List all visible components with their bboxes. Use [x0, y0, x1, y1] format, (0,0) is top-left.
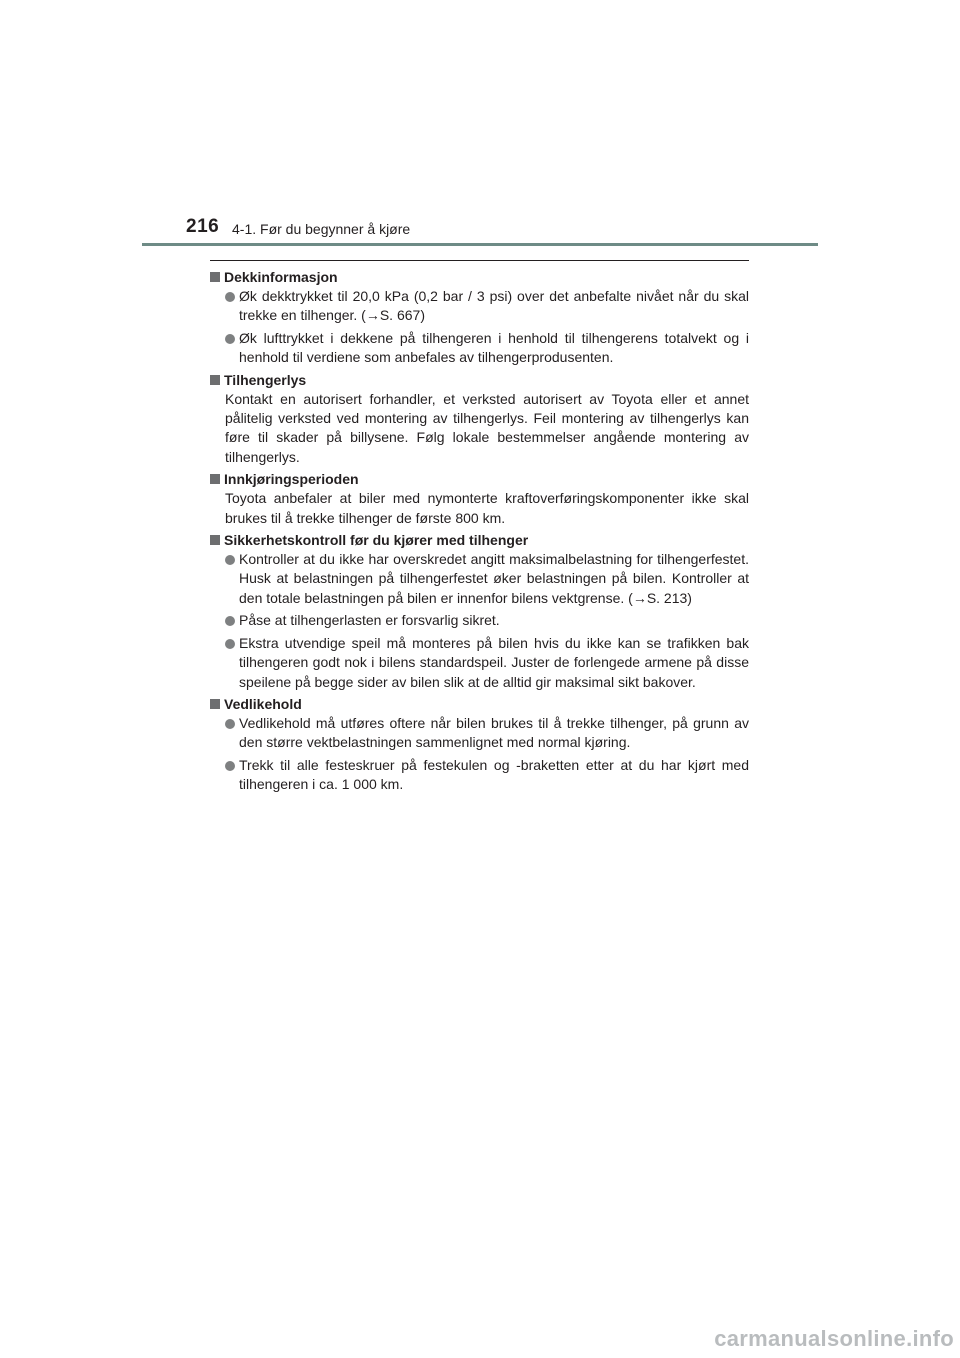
list-item-text: Vedlikehold må utføres oftere når bilen brukes til å trekke tilhenger, på grunn av den større vektbelastningen sammenlignet med normal kjøring.: [239, 714, 749, 751]
page-number: 216: [186, 216, 220, 237]
section-title: 4-1. Før du begynner å kjøre: [232, 221, 411, 237]
section-heading: [210, 371, 749, 390]
list-item: [210, 714, 749, 753]
list-item: [210, 634, 749, 692]
section-heading: [210, 531, 749, 550]
section-paragraph: Toyota anbefaler at biler med nymonterte kraftoverføringskomponenter ikke skal brukes til å trekke tilhenger de første 800 km.: [225, 490, 749, 526]
section-dekkinformasjon: [210, 268, 749, 368]
round-bullet-icon: [225, 761, 235, 771]
square-bullet-icon: [210, 375, 220, 385]
list-item: [210, 287, 749, 326]
round-bullet-icon: [225, 719, 235, 729]
list-item-text: Kontroller at du ikke har overskredet angitt maksimalbelastning for tilhengerfestet. Husk at belastningen på tilhengerfestet øker belastningen på bilen. Kontroller at den totale belastningen på bilen er innenfor bilens vektgrense. (→S. 213): [239, 551, 749, 606]
square-bullet-icon: [210, 535, 220, 545]
watermark-text: carmanualsonline.info: [714, 1326, 954, 1351]
section-paragraph: Kontakt en autorisert forhandler, et verksted autorisert av Toyota eller et annet pålitelig verksted ved montering av tilhengerlys. Feil montering av tilhengerlys kan føre til skader på billysene. Følg lokale bestemmelser angående montering av tilhengerlys.: [225, 390, 749, 465]
section-heading: [210, 268, 749, 287]
section-innkjoringsperioden: [210, 470, 749, 528]
heading-text: Innkjøringsperioden: [224, 471, 359, 488]
list-item: [210, 756, 749, 795]
list-item: [210, 611, 749, 630]
list-item: [210, 329, 749, 368]
round-bullet-icon: [225, 292, 235, 302]
list-item-text: Påse at tilhengerlasten er forsvarlig sikret.: [239, 612, 500, 629]
page-header: [0, 0, 960, 250]
round-bullet-icon: [225, 334, 235, 344]
list-item-text: Trekk til alle festeskruer på festekulen og -braketten etter at du har kjørt med tilhengeren i ca. 1 000 km.: [239, 756, 749, 793]
content-area: [210, 260, 749, 798]
section-vedlikehold: [210, 695, 749, 795]
list-item: [210, 550, 749, 608]
section-heading: [210, 470, 749, 489]
heading-text: Vedlikehold: [224, 695, 302, 712]
square-bullet-icon: [210, 474, 220, 484]
list-item-text: Ekstra utvendige speil må monteres på bilen hvis du ikke kan se trafikken bak tilhengeren godt nok i bilens standardspeil. Juster de forlengede armene på disse speilene på begge sider av bilen slik at de alltid gir maksimal sikt bakover.: [239, 634, 749, 690]
heading-text: Dekkinformasjon: [224, 269, 338, 285]
round-bullet-icon: [225, 555, 235, 565]
heading-text: Sikkerhetskontroll før du kjører med tilhenger: [224, 532, 529, 549]
square-bullet-icon: [210, 272, 220, 282]
header-rule: [142, 243, 818, 246]
section-tilhengerlys: [210, 371, 749, 468]
list-item-text: Øk lufttrykket i dekkene på tilhengeren i henhold til tilhengerens totalvekt og i henhold til verdiene som anbefales av tilhengerprodusenten.: [239, 329, 749, 366]
section-sikkerhetskontroll: [210, 531, 749, 692]
heading-text: Tilhengerlys: [224, 371, 307, 388]
round-bullet-icon: [225, 616, 235, 626]
section-heading: [210, 695, 749, 714]
list-item-text: Øk dekktrykket til 20,0 kPa (0,2 bar / 3 psi) over det anbefalte nivået når du skal trekke en tilhenger. (→S. 667): [239, 288, 749, 324]
square-bullet-icon: [210, 699, 220, 709]
round-bullet-icon: [225, 639, 235, 649]
